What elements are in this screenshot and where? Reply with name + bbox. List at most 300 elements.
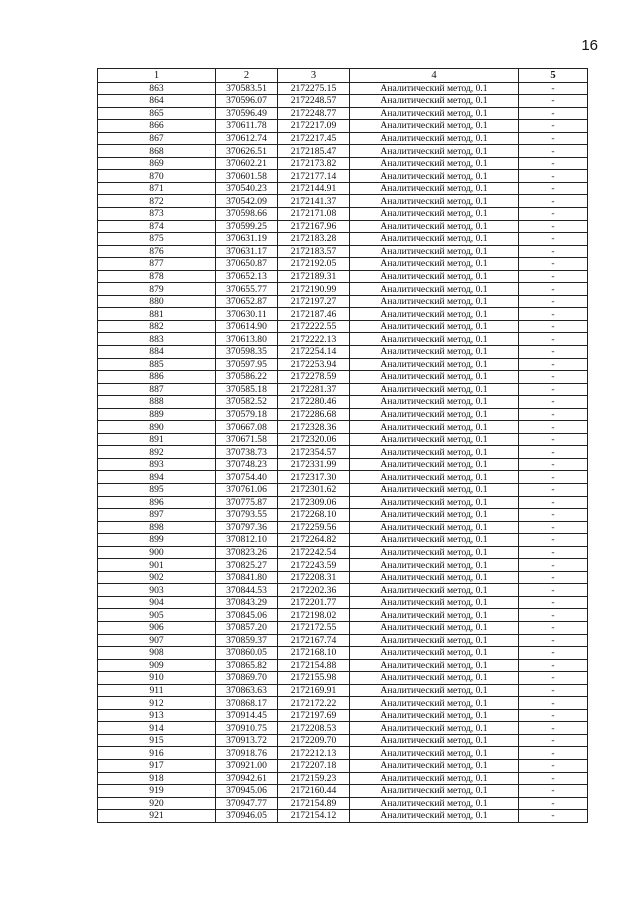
description-cell: - bbox=[519, 471, 588, 484]
description-cell: - bbox=[519, 233, 588, 246]
point-number-cell: 901 bbox=[98, 559, 216, 572]
description-cell: - bbox=[519, 785, 588, 798]
x-coordinate-cell: 370863.63 bbox=[216, 684, 278, 697]
point-number-cell: 918 bbox=[98, 772, 216, 785]
description-cell: - bbox=[519, 107, 588, 120]
point-number-cell: 920 bbox=[98, 797, 216, 810]
table-row bbox=[98, 95, 588, 108]
y-coordinate-cell: 2172248.57 bbox=[278, 95, 350, 108]
description-cell: - bbox=[519, 182, 588, 195]
method-cell: Аналитический метод, 0.1 bbox=[350, 534, 519, 547]
method-cell: Аналитический метод, 0.1 bbox=[350, 383, 519, 396]
x-coordinate-cell: 370797.36 bbox=[216, 521, 278, 534]
point-number-cell: 919 bbox=[98, 785, 216, 798]
method-cell: Аналитический метод, 0.1 bbox=[350, 320, 519, 333]
table-header-row bbox=[98, 69, 588, 83]
y-coordinate-cell: 2172209.70 bbox=[278, 734, 350, 747]
method-cell: Аналитический метод, 0.1 bbox=[350, 233, 519, 246]
table-row bbox=[98, 609, 588, 622]
point-number-cell: 905 bbox=[98, 609, 216, 622]
table-row bbox=[98, 584, 588, 597]
column-header-2: 2 bbox=[216, 69, 278, 83]
x-coordinate-cell: 370946.05 bbox=[216, 810, 278, 823]
y-coordinate-cell: 2172328.36 bbox=[278, 421, 350, 434]
table-row bbox=[98, 797, 588, 810]
table-body bbox=[98, 82, 588, 822]
description-cell: - bbox=[519, 433, 588, 446]
x-coordinate-cell: 370859.37 bbox=[216, 634, 278, 647]
table-row bbox=[98, 659, 588, 672]
table-row bbox=[98, 270, 588, 283]
description-cell: - bbox=[519, 82, 588, 95]
table-row bbox=[98, 622, 588, 635]
y-coordinate-cell: 2172169.91 bbox=[278, 684, 350, 697]
method-cell: Аналитический метод, 0.1 bbox=[350, 521, 519, 534]
table-row bbox=[98, 709, 588, 722]
description-cell: - bbox=[519, 220, 588, 233]
table-row bbox=[98, 170, 588, 183]
description-cell: - bbox=[519, 709, 588, 722]
table-row bbox=[98, 458, 588, 471]
table-row bbox=[98, 145, 588, 158]
x-coordinate-cell: 370582.52 bbox=[216, 396, 278, 409]
table-row bbox=[98, 157, 588, 170]
method-cell: Аналитический метод, 0.1 bbox=[350, 120, 519, 133]
x-coordinate-cell: 370596.49 bbox=[216, 107, 278, 120]
y-coordinate-cell: 2172154.89 bbox=[278, 797, 350, 810]
y-coordinate-cell: 2172354.57 bbox=[278, 446, 350, 459]
point-number-cell: 896 bbox=[98, 496, 216, 509]
table-row bbox=[98, 734, 588, 747]
y-coordinate-cell: 2172155.98 bbox=[278, 672, 350, 685]
y-coordinate-cell: 2172171.08 bbox=[278, 207, 350, 220]
x-coordinate-cell: 370613.80 bbox=[216, 333, 278, 346]
y-coordinate-cell: 2172172.55 bbox=[278, 622, 350, 635]
description-cell: - bbox=[519, 521, 588, 534]
y-coordinate-cell: 2172198.02 bbox=[278, 609, 350, 622]
y-coordinate-cell: 2172208.53 bbox=[278, 722, 350, 735]
description-cell: - bbox=[519, 371, 588, 384]
description-cell: - bbox=[519, 195, 588, 208]
y-coordinate-cell: 2172253.94 bbox=[278, 358, 350, 371]
x-coordinate-cell: 370868.17 bbox=[216, 697, 278, 710]
y-coordinate-cell: 2172259.56 bbox=[278, 521, 350, 534]
point-number-cell: 895 bbox=[98, 484, 216, 497]
y-coordinate-cell: 2172207.18 bbox=[278, 760, 350, 773]
y-coordinate-cell: 2172222.55 bbox=[278, 320, 350, 333]
description-cell: - bbox=[519, 622, 588, 635]
y-coordinate-cell: 2172185.47 bbox=[278, 145, 350, 158]
point-number-cell: 893 bbox=[98, 458, 216, 471]
point-number-cell: 877 bbox=[98, 258, 216, 271]
point-number-cell: 883 bbox=[98, 333, 216, 346]
point-number-cell: 907 bbox=[98, 634, 216, 647]
table-row bbox=[98, 383, 588, 396]
x-coordinate-cell: 370611.78 bbox=[216, 120, 278, 133]
table-row bbox=[98, 308, 588, 321]
table-row bbox=[98, 396, 588, 409]
y-coordinate-cell: 2172144.91 bbox=[278, 182, 350, 195]
y-coordinate-cell: 2172309.06 bbox=[278, 496, 350, 509]
method-cell: Аналитический метод, 0.1 bbox=[350, 170, 519, 183]
method-cell: Аналитический метод, 0.1 bbox=[350, 220, 519, 233]
point-number-cell: 909 bbox=[98, 659, 216, 672]
point-number-cell: 908 bbox=[98, 647, 216, 660]
table-row bbox=[98, 258, 588, 271]
point-number-cell: 889 bbox=[98, 408, 216, 421]
x-coordinate-cell: 370540.23 bbox=[216, 182, 278, 195]
x-coordinate-cell: 370596.07 bbox=[216, 95, 278, 108]
description-cell: - bbox=[519, 245, 588, 258]
table-row bbox=[98, 785, 588, 798]
y-coordinate-cell: 2172208.31 bbox=[278, 571, 350, 584]
point-number-cell: 900 bbox=[98, 546, 216, 559]
description-cell: - bbox=[519, 132, 588, 145]
table-row bbox=[98, 421, 588, 434]
point-number-cell: 865 bbox=[98, 107, 216, 120]
table-row bbox=[98, 810, 588, 823]
description-cell: - bbox=[519, 546, 588, 559]
point-number-cell: 902 bbox=[98, 571, 216, 584]
x-coordinate-cell: 370671.58 bbox=[216, 433, 278, 446]
method-cell: Аналитический метод, 0.1 bbox=[350, 433, 519, 446]
table-row bbox=[98, 132, 588, 145]
table-row bbox=[98, 760, 588, 773]
table-row bbox=[98, 534, 588, 547]
table-row bbox=[98, 195, 588, 208]
x-coordinate-cell: 370585.18 bbox=[216, 383, 278, 396]
y-coordinate-cell: 2172281.37 bbox=[278, 383, 350, 396]
method-cell: Аналитический метод, 0.1 bbox=[350, 145, 519, 158]
x-coordinate-cell: 370825.27 bbox=[216, 559, 278, 572]
table-row bbox=[98, 220, 588, 233]
point-number-cell: 881 bbox=[98, 308, 216, 321]
y-coordinate-cell: 2172243.59 bbox=[278, 559, 350, 572]
method-cell: Аналитический метод, 0.1 bbox=[350, 672, 519, 685]
method-cell: Аналитический метод, 0.1 bbox=[350, 270, 519, 283]
point-number-cell: 894 bbox=[98, 471, 216, 484]
description-cell: - bbox=[519, 634, 588, 647]
description-cell: - bbox=[519, 333, 588, 346]
y-coordinate-cell: 2172331.99 bbox=[278, 458, 350, 471]
table-row bbox=[98, 772, 588, 785]
x-coordinate-cell: 370860.05 bbox=[216, 647, 278, 660]
x-coordinate-cell: 370793.55 bbox=[216, 509, 278, 522]
description-cell: - bbox=[519, 659, 588, 672]
description-cell: - bbox=[519, 120, 588, 133]
x-coordinate-cell: 370614.90 bbox=[216, 320, 278, 333]
point-number-cell: 892 bbox=[98, 446, 216, 459]
y-coordinate-cell: 2172280.46 bbox=[278, 396, 350, 409]
x-coordinate-cell: 370823.26 bbox=[216, 546, 278, 559]
description-cell: - bbox=[519, 722, 588, 735]
description-cell: - bbox=[519, 760, 588, 773]
x-coordinate-cell: 370869.70 bbox=[216, 672, 278, 685]
method-cell: Аналитический метод, 0.1 bbox=[350, 446, 519, 459]
method-cell: Аналитический метод, 0.1 bbox=[350, 308, 519, 321]
table-row bbox=[98, 82, 588, 95]
x-coordinate-cell: 370942.61 bbox=[216, 772, 278, 785]
method-cell: Аналитический метод, 0.1 bbox=[350, 509, 519, 522]
point-number-cell: 869 bbox=[98, 157, 216, 170]
description-cell: - bbox=[519, 145, 588, 158]
x-coordinate-cell: 370583.51 bbox=[216, 82, 278, 95]
description-cell: - bbox=[519, 559, 588, 572]
y-coordinate-cell: 2172187.46 bbox=[278, 308, 350, 321]
method-cell: Аналитический метод, 0.1 bbox=[350, 358, 519, 371]
x-coordinate-cell: 370602.21 bbox=[216, 157, 278, 170]
description-cell: - bbox=[519, 320, 588, 333]
y-coordinate-cell: 2172197.27 bbox=[278, 295, 350, 308]
y-coordinate-cell: 2172201.77 bbox=[278, 596, 350, 609]
coordinates-table bbox=[97, 68, 588, 823]
method-cell: Аналитический метод, 0.1 bbox=[350, 622, 519, 635]
table-row bbox=[98, 245, 588, 258]
method-cell: Аналитический метод, 0.1 bbox=[350, 408, 519, 421]
y-coordinate-cell: 2172190.99 bbox=[278, 283, 350, 296]
point-number-cell: 906 bbox=[98, 622, 216, 635]
method-cell: Аналитический метод, 0.1 bbox=[350, 258, 519, 271]
x-coordinate-cell: 370910.75 bbox=[216, 722, 278, 735]
point-number-cell: 886 bbox=[98, 371, 216, 384]
method-cell: Аналитический метод, 0.1 bbox=[350, 734, 519, 747]
table-row bbox=[98, 484, 588, 497]
table-row bbox=[98, 333, 588, 346]
method-cell: Аналитический метод, 0.1 bbox=[350, 584, 519, 597]
table-row bbox=[98, 596, 588, 609]
point-number-cell: 872 bbox=[98, 195, 216, 208]
table-row bbox=[98, 371, 588, 384]
point-number-cell: 904 bbox=[98, 596, 216, 609]
table-row bbox=[98, 345, 588, 358]
y-coordinate-cell: 2172275.15 bbox=[278, 82, 350, 95]
method-cell: Аналитический метод, 0.1 bbox=[350, 634, 519, 647]
y-coordinate-cell: 2172286.68 bbox=[278, 408, 350, 421]
description-cell: - bbox=[519, 157, 588, 170]
point-number-cell: 911 bbox=[98, 684, 216, 697]
x-coordinate-cell: 370845.06 bbox=[216, 609, 278, 622]
table-row bbox=[98, 471, 588, 484]
y-coordinate-cell: 2172154.12 bbox=[278, 810, 350, 823]
table-row bbox=[98, 496, 588, 509]
method-cell: Аналитический метод, 0.1 bbox=[350, 709, 519, 722]
y-coordinate-cell: 2172173.82 bbox=[278, 157, 350, 170]
description-cell: - bbox=[519, 509, 588, 522]
point-number-cell: 912 bbox=[98, 697, 216, 710]
x-coordinate-cell: 370650.87 bbox=[216, 258, 278, 271]
point-number-cell: 867 bbox=[98, 132, 216, 145]
y-coordinate-cell: 2172154.88 bbox=[278, 659, 350, 672]
x-coordinate-cell: 370921.00 bbox=[216, 760, 278, 773]
method-cell: Аналитический метод, 0.1 bbox=[350, 496, 519, 509]
point-number-cell: 887 bbox=[98, 383, 216, 396]
table-row bbox=[98, 559, 588, 572]
method-cell: Аналитический метод, 0.1 bbox=[350, 772, 519, 785]
y-coordinate-cell: 2172141.37 bbox=[278, 195, 350, 208]
x-coordinate-cell: 370844.53 bbox=[216, 584, 278, 597]
method-cell: Аналитический метод, 0.1 bbox=[350, 195, 519, 208]
x-coordinate-cell: 370579.18 bbox=[216, 408, 278, 421]
method-cell: Аналитический метод, 0.1 bbox=[350, 182, 519, 195]
point-number-cell: 888 bbox=[98, 396, 216, 409]
x-coordinate-cell: 370857.20 bbox=[216, 622, 278, 635]
table-row bbox=[98, 634, 588, 647]
point-number-cell: 899 bbox=[98, 534, 216, 547]
x-coordinate-cell: 370631.19 bbox=[216, 233, 278, 246]
table-row bbox=[98, 747, 588, 760]
x-coordinate-cell: 370843.29 bbox=[216, 596, 278, 609]
description-cell: - bbox=[519, 596, 588, 609]
description-cell: - bbox=[519, 734, 588, 747]
table-row bbox=[98, 684, 588, 697]
description-cell: - bbox=[519, 747, 588, 760]
description-cell: - bbox=[519, 672, 588, 685]
method-cell: Аналитический метод, 0.1 bbox=[350, 722, 519, 735]
x-coordinate-cell: 370945.06 bbox=[216, 785, 278, 798]
x-coordinate-cell: 370914.45 bbox=[216, 709, 278, 722]
x-coordinate-cell: 370775.87 bbox=[216, 496, 278, 509]
description-cell: - bbox=[519, 283, 588, 296]
point-number-cell: 914 bbox=[98, 722, 216, 735]
table-row bbox=[98, 207, 588, 220]
table-row bbox=[98, 571, 588, 584]
x-coordinate-cell: 370626.51 bbox=[216, 145, 278, 158]
method-cell: Аналитический метод, 0.1 bbox=[350, 245, 519, 258]
y-coordinate-cell: 2172177.14 bbox=[278, 170, 350, 183]
description-cell: - bbox=[519, 95, 588, 108]
x-coordinate-cell: 370599.25 bbox=[216, 220, 278, 233]
point-number-cell: 870 bbox=[98, 170, 216, 183]
y-coordinate-cell: 2172254.14 bbox=[278, 345, 350, 358]
method-cell: Аналитический метод, 0.1 bbox=[350, 484, 519, 497]
x-coordinate-cell: 370812.10 bbox=[216, 534, 278, 547]
point-number-cell: 864 bbox=[98, 95, 216, 108]
x-coordinate-cell: 370652.87 bbox=[216, 295, 278, 308]
x-coordinate-cell: 370630.11 bbox=[216, 308, 278, 321]
description-cell: - bbox=[519, 446, 588, 459]
method-cell: Аналитический метод, 0.1 bbox=[350, 82, 519, 95]
method-cell: Аналитический метод, 0.1 bbox=[350, 371, 519, 384]
point-number-cell: 882 bbox=[98, 320, 216, 333]
description-cell: - bbox=[519, 697, 588, 710]
method-cell: Аналитический метод, 0.1 bbox=[350, 283, 519, 296]
y-coordinate-cell: 2172222.13 bbox=[278, 333, 350, 346]
y-coordinate-cell: 2172242.54 bbox=[278, 546, 350, 559]
table-row bbox=[98, 722, 588, 735]
description-cell: - bbox=[519, 647, 588, 660]
description-cell: - bbox=[519, 421, 588, 434]
y-coordinate-cell: 2172217.09 bbox=[278, 120, 350, 133]
x-coordinate-cell: 370947.77 bbox=[216, 797, 278, 810]
y-coordinate-cell: 2172189.31 bbox=[278, 270, 350, 283]
method-cell: Аналитический метод, 0.1 bbox=[350, 207, 519, 220]
point-number-cell: 913 bbox=[98, 709, 216, 722]
x-coordinate-cell: 370738.73 bbox=[216, 446, 278, 459]
table-row bbox=[98, 672, 588, 685]
x-coordinate-cell: 370761.06 bbox=[216, 484, 278, 497]
point-number-cell: 878 bbox=[98, 270, 216, 283]
y-coordinate-cell: 2172212.13 bbox=[278, 747, 350, 760]
method-cell: Аналитический метод, 0.1 bbox=[350, 471, 519, 484]
method-cell: Аналитический метод, 0.1 bbox=[350, 421, 519, 434]
method-cell: Аналитический метод, 0.1 bbox=[350, 609, 519, 622]
description-cell: - bbox=[519, 534, 588, 547]
point-number-cell: 879 bbox=[98, 283, 216, 296]
point-number-cell: 910 bbox=[98, 672, 216, 685]
point-number-cell: 884 bbox=[98, 345, 216, 358]
column-header-4: 4 bbox=[350, 69, 519, 83]
description-cell: - bbox=[519, 295, 588, 308]
y-coordinate-cell: 2172217.45 bbox=[278, 132, 350, 145]
y-coordinate-cell: 2172160.44 bbox=[278, 785, 350, 798]
method-cell: Аналитический метод, 0.1 bbox=[350, 760, 519, 773]
table-row bbox=[98, 521, 588, 534]
description-cell: - bbox=[519, 684, 588, 697]
x-coordinate-cell: 370841.80 bbox=[216, 571, 278, 584]
method-cell: Аналитический метод, 0.1 bbox=[350, 697, 519, 710]
table-row bbox=[98, 509, 588, 522]
description-cell: - bbox=[519, 258, 588, 271]
table-row bbox=[98, 120, 588, 133]
method-cell: Аналитический метод, 0.1 bbox=[350, 747, 519, 760]
table-row bbox=[98, 182, 588, 195]
method-cell: Аналитический метод, 0.1 bbox=[350, 345, 519, 358]
y-coordinate-cell: 2172168.10 bbox=[278, 647, 350, 660]
x-coordinate-cell: 370754.40 bbox=[216, 471, 278, 484]
point-number-cell: 915 bbox=[98, 734, 216, 747]
method-cell: Аналитический метод, 0.1 bbox=[350, 571, 519, 584]
y-coordinate-cell: 2172167.96 bbox=[278, 220, 350, 233]
method-cell: Аналитический метод, 0.1 bbox=[350, 396, 519, 409]
x-coordinate-cell: 370586.22 bbox=[216, 371, 278, 384]
point-number-cell: 868 bbox=[98, 145, 216, 158]
x-coordinate-cell: 370748.23 bbox=[216, 458, 278, 471]
y-coordinate-cell: 2172317.30 bbox=[278, 471, 350, 484]
y-coordinate-cell: 2172301.62 bbox=[278, 484, 350, 497]
table-row bbox=[98, 233, 588, 246]
description-cell: - bbox=[519, 484, 588, 497]
y-coordinate-cell: 2172248.77 bbox=[278, 107, 350, 120]
point-number-cell: 898 bbox=[98, 521, 216, 534]
point-number-cell: 873 bbox=[98, 207, 216, 220]
table-row bbox=[98, 446, 588, 459]
y-coordinate-cell: 2172183.28 bbox=[278, 233, 350, 246]
y-coordinate-cell: 2172320.06 bbox=[278, 433, 350, 446]
description-cell: - bbox=[519, 345, 588, 358]
description-cell: - bbox=[519, 772, 588, 785]
table-row bbox=[98, 647, 588, 660]
point-number-cell: 897 bbox=[98, 509, 216, 522]
y-coordinate-cell: 2172167.74 bbox=[278, 634, 350, 647]
x-coordinate-cell: 370601.58 bbox=[216, 170, 278, 183]
point-number-cell: 921 bbox=[98, 810, 216, 823]
point-number-cell: 871 bbox=[98, 182, 216, 195]
description-cell: - bbox=[519, 396, 588, 409]
y-coordinate-cell: 2172183.57 bbox=[278, 245, 350, 258]
x-coordinate-cell: 370542.09 bbox=[216, 195, 278, 208]
method-cell: Аналитический метод, 0.1 bbox=[350, 810, 519, 823]
x-coordinate-cell: 370913.72 bbox=[216, 734, 278, 747]
table-row bbox=[98, 358, 588, 371]
method-cell: Аналитический метод, 0.1 bbox=[350, 797, 519, 810]
column-header-5: 5 bbox=[519, 69, 588, 83]
y-coordinate-cell: 2172268.10 bbox=[278, 509, 350, 522]
point-number-cell: 885 bbox=[98, 358, 216, 371]
method-cell: Аналитический метод, 0.1 bbox=[350, 659, 519, 672]
description-cell: - bbox=[519, 609, 588, 622]
description-cell: - bbox=[519, 170, 588, 183]
point-number-cell: 876 bbox=[98, 245, 216, 258]
